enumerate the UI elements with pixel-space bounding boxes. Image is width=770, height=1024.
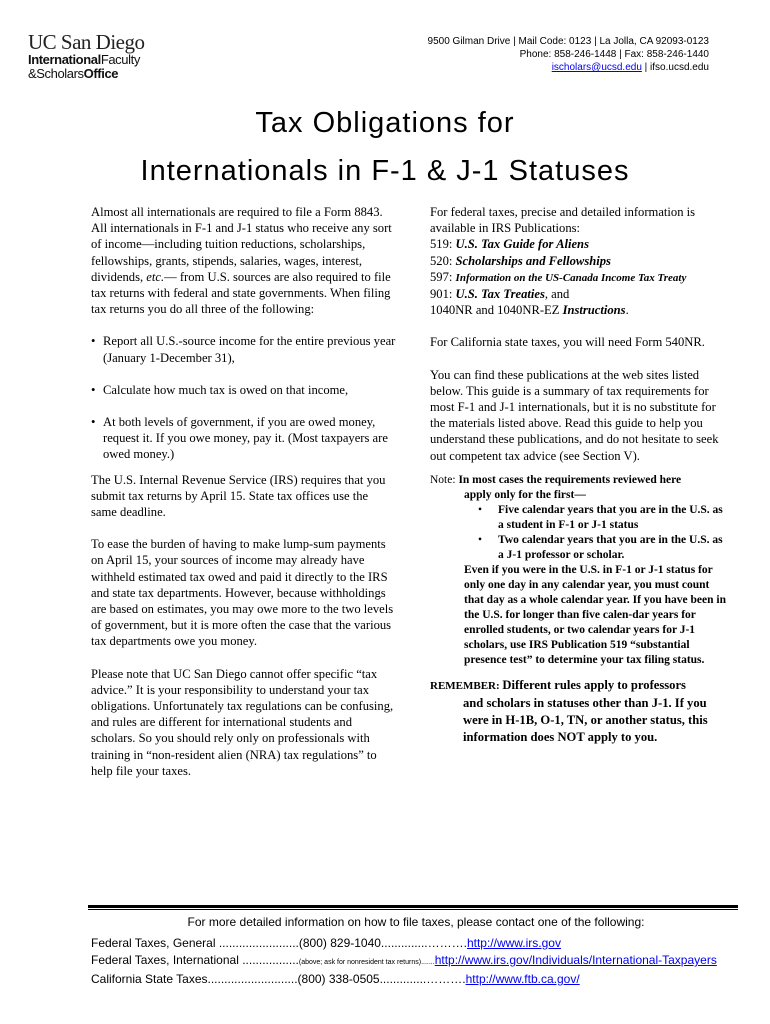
- publication-item: 520: Scholarships and Fellowships: [430, 253, 611, 268]
- footer-divider: [88, 905, 738, 908]
- contact-row-federal-international: Federal Taxes, International .................(above; ask for nonresident tax returns).......http://www.irs.gov/Individuals/International-Taxpayers: [91, 953, 717, 967]
- footer-intro: For more detailed information on how to file taxes, please contact one of the following:: [187, 915, 645, 929]
- contact-row-federal-general: Federal Taxes, General ........................(800) 829-1040..............……….http://www.irs.gov: [91, 936, 561, 950]
- ucsd-ifso-logo: [28, 31, 145, 81]
- publications-intro: For federal taxes, precise and detailed information is available in IRS Publications:: [430, 205, 696, 236]
- irs-international-link[interactable]: http://www.irs.gov/Individuals/International-Taxpayers: [434, 953, 717, 967]
- bullet-icon: •: [91, 415, 96, 430]
- california-paragraph: For California state taxes, you will need Form 540NR.: [430, 335, 705, 350]
- contact-address: 9500 Gilman Drive | Mail Code: 0123 | La Jolla, CA 92093-0123: [427, 36, 709, 47]
- bullet-icon: •: [478, 503, 483, 516]
- intro-paragraph: Almost all internationals are required to file a Form 8843. All internationals in F-1 and J-1 status who receive any sort of income—including tuition reductions, scholarships, fellowships, grants, stipends, salaries, wages, interest, dividends, etc.— from U.S. sources are also required to file tax returns with federal and state governments. When filing tax returns you do all three of the following:: [91, 205, 392, 317]
- contact-info: [428, 35, 709, 74]
- note-bullet-item: • Two calendar years that you are in the U.S. as a J-1 professor or scholar.: [478, 533, 723, 561]
- logo-line-2: InternationalFaculty: [28, 52, 140, 67]
- page-title-line-1: Tax Obligations for: [255, 107, 515, 139]
- footer-contacts: [91, 914, 741, 988]
- publication-item: 519: U.S. Tax Guide for Aliens: [430, 237, 589, 252]
- irs-link[interactable]: http://www.irs.gov: [466, 936, 561, 950]
- contact-phone-fax: Phone: 858-246-1448 | Fax: 858-246-1440: [519, 49, 709, 60]
- ftb-link[interactable]: http://www.ftb.ca.gov/: [465, 972, 580, 986]
- footer-divider-thin: [88, 909, 738, 910]
- page-title-line-2: Internationals in F-1 & J-1 Statuses: [140, 155, 630, 187]
- left-column: [91, 204, 396, 779]
- bullet-item: • Report all U.S.-source income for the entire previous year (January 1-December 31),: [91, 334, 396, 365]
- logo-line-3: &ScholarsOffice: [28, 66, 119, 81]
- withholding-paragraph: To ease the burden of having to make lump-sum payments on April 15, your sources of income may already have withheld estimated tax owed and paid it directly to the IRS and state tax departments. However, because withholdings are based on estimates, you may owe more to the two levels of government, but it is more often the case that the various tax departments owe you money.: [91, 537, 394, 649]
- tax-advice-paragraph: Please note that UC San Diego cannot offer specific “tax advice.” It is your responsibility to understand your tax obligations. Unfortunately tax regulations can be confusing, and rules are different for international students and scholars. So you should rely only on professionals with training in “non-resident alien (NRA) tax regulations” to help file your taxes.: [91, 666, 394, 778]
- bullet-item: • At both levels of government, if you are owed money, request it. If you owe money, pay it. (Most taxpayers are owed money.): [91, 415, 388, 462]
- bullet-icon: •: [91, 334, 96, 349]
- remember-block: REMEMBER: Different rules apply to professors and scholars in statuses other than J-1. If you were in H-1B, O-1, TN, or another status, this information does NOT apply to you.: [430, 677, 708, 744]
- publication-item: 597: Information on the US-Canada Income Tax Treaty: [430, 269, 687, 284]
- contact-row-california: California State Taxes...........................(800) 338-0505..............……….http://www.ftb.ca.gov/: [91, 972, 580, 986]
- publication-item: 1040NR and 1040NR-EZ Instructions.: [430, 303, 629, 318]
- right-column: [430, 204, 730, 746]
- note-bullet-item: • Five calendar years that you are in the U.S. as a student in F-1 or J-1 status: [478, 503, 723, 531]
- bullet-icon: •: [478, 533, 483, 546]
- email-link[interactable]: ischolars@ucsd.edu: [551, 62, 642, 73]
- publication-item: 901: U.S. Tax Treaties, and: [430, 287, 570, 302]
- note-label: Note:: [430, 473, 459, 486]
- irs-deadline-paragraph: The U.S. Internal Revenue Service (IRS) requires that you submit tax returns by April 15. State tax offices use the same deadline.: [91, 472, 386, 520]
- bullet-item: • Calculate how much tax is owed on that income,: [91, 382, 349, 397]
- contact-email-web: [428, 61, 709, 74]
- remember-label: REMEMBER:: [430, 679, 503, 692]
- bullet-icon: •: [91, 382, 96, 397]
- web-sites-paragraph: You can find these publications at the web sites listed below. This guide is a summary of tax requirements for most F-1 and J-1 internationals, but it is no substitute for the materials listed above. Read this guide to help you understand these publications, and do not hesitate to seek out competent tax advice (see Section V).: [430, 367, 719, 463]
- note-block: Note: In most cases the requirements reviewed here apply only for the first— • Five calendar years that you are in the U.S. as a student in F-1 or J-1 status • Two calendar years that you are in the U.S. as a J-1 professor or scholar. Even if you were in the U.S. in F-1 or J-1 status for only one day in any calendar year, you must count that day as a whole calendar year. If you have been in the U.S. for longer than five calen-dar years for enrolled students, or two calendar years for J-1 scholars, use IRS Publication 519 “substantial presence test” to determine your tax filing status.: [430, 473, 730, 668]
- logo-uc-san-diego: UC San Diego: [28, 30, 145, 54]
- website-text: | ifso.ucsd.edu: [641, 62, 709, 73]
